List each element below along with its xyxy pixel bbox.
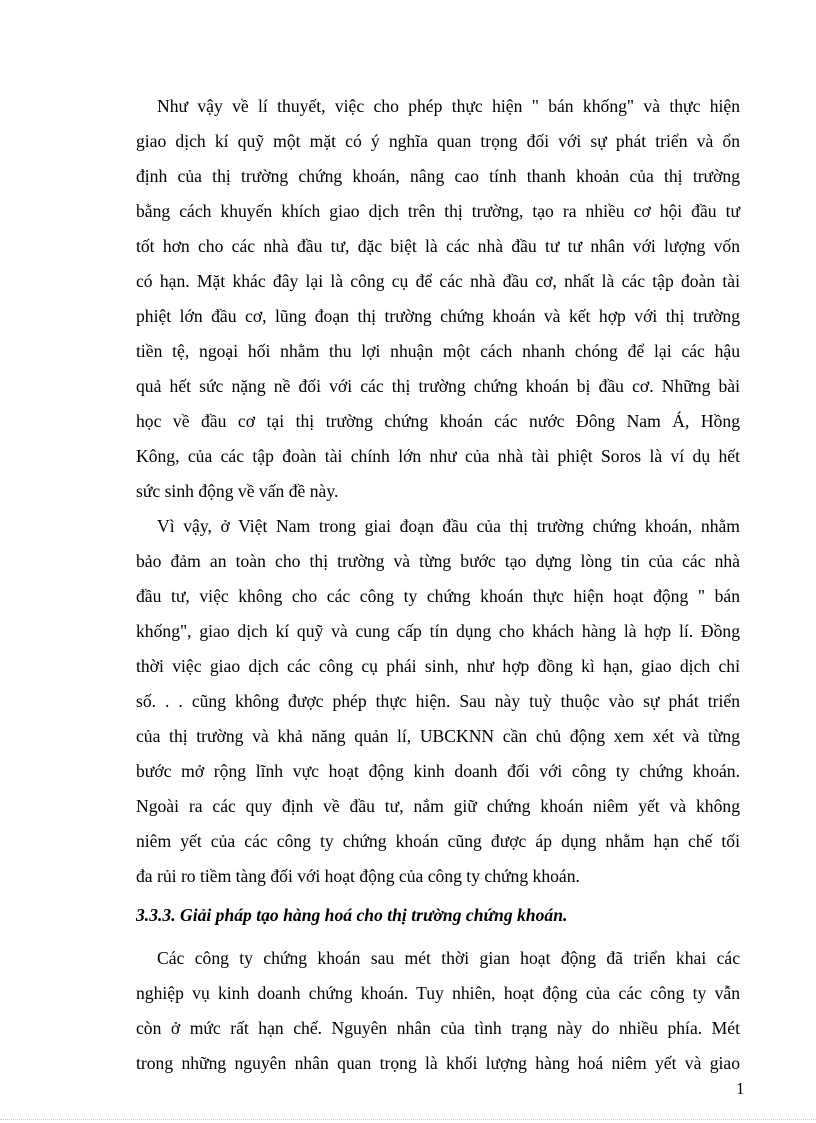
paragraph-2-line: bước mở rộng lĩnh vực hoạt động kinh doanh đối với công ty chứng khoán.: [136, 761, 740, 781]
paragraph-1-line: phiệt lớn đầu cơ, lũng đoạn thị trường chứng khoán và kết hợp với thị trường: [136, 306, 740, 326]
paragraph-2-line: của thị trường và khả năng quản lí, UBCKNN cần chủ động xem xét và từng: [136, 726, 740, 746]
paragraph-2-line: thời việc giao dịch các công cụ phái sinh, như hợp đồng kì hạn, giao dịch chỉ: [136, 656, 740, 676]
paragraph-3-line: nghiệp vụ kinh doanh chứng khoán. Tuy nhiên, hoạt động của các công ty vẫn: [136, 983, 740, 1003]
paragraph-1-line: Kông, của các tập đoàn tài chính lớn như của nhà tài phiệt Soros là ví dụ hết: [136, 446, 740, 466]
paragraph-1-line: học về đầu cơ tại thị trường chứng khoán các nước Đông Nam Á, Hồng: [136, 411, 740, 431]
paragraph-2-line: Ngoài ra các quy định về đầu tư, nắm giữ chứng khoán niêm yết và không: [136, 796, 740, 816]
paragraph-2-line: bảo đảm an toàn cho thị trường và từng bước tạo dựng lòng tin của các nhà: [136, 551, 740, 571]
paragraph-2-line: Vì vậy, ở Việt Nam trong giai đoạn đầu của thị trường chứng khoán, nhằm: [157, 516, 740, 536]
paragraph-1-line: quả hết sức nặng nề đối với các thị trường chứng khoán bị đầu cơ. Những bài: [136, 376, 740, 396]
paragraph-1-line: bằng cách khuyến khích giao dịch trên thị trường, tạo ra nhiều cơ hội đầu tư: [136, 201, 740, 221]
paragraph-1-line: tốt hơn cho các nhà đầu tư, đặc biệt là các nhà đầu tư tư nhân với lượng vốn: [136, 236, 740, 256]
paragraph-2-line: đa rủi ro tiềm tàng đối với hoạt động của công ty chứng khoán.: [136, 866, 580, 886]
paragraph-1-line: định của thị trường chứng khoán, nâng cao tính thanh khoản của thị trường: [136, 166, 740, 186]
paragraph-1-line: Như vậy về lí thuyết, việc cho phép thực hiện " bán khống" và thực hiện: [157, 96, 740, 116]
paragraph-2-line: khống", giao dịch kí quỹ và cung cấp tín dụng cho khách hàng là hợp lí. Đồng: [136, 621, 740, 641]
page-bottom-divider: [0, 1119, 816, 1120]
paragraph-1-line: giao dịch kí quỹ một mặt có ý nghĩa quan trọng đối với sự phát triển và ổn: [136, 131, 740, 151]
paragraph-1-line: sức sinh động về vấn đề này.: [136, 481, 339, 501]
paragraph-3-line: còn ở mức rất hạn chế. Nguyên nhân của tình trạng này do nhiều phía. Mét: [136, 1018, 740, 1038]
paragraph-2-line: số. . . cũng không được phép thực hiện. Sau này tuỳ thuộc vào sự phát triển: [136, 691, 740, 711]
paragraph-1-line: tiền tệ, ngoại hối nhằm thu lợi nhuận một cách nhanh chóng để lại các hậu: [136, 341, 740, 361]
page-number: 1: [736, 1079, 745, 1098]
section-heading: 3.3.3. Giải pháp tạo hàng hoá cho thị trường chứng khoán.: [136, 905, 568, 925]
paragraph-2-line: đầu tư, việc không cho các công ty chứng khoán thực hiện hoạt động " bán: [136, 586, 740, 606]
paragraph-2-line: niêm yết của các công ty chứng khoán cũng được áp dụng nhằm hạn chế tối: [136, 831, 740, 851]
paragraph-3-line: Các công ty chứng khoán sau mét thời gian hoạt động đã triển khai các: [157, 948, 740, 968]
paragraph-1-line: có hạn. Mặt khác đây lại là công cụ để các nhà đầu cơ, nhất là các tập đoàn tài: [136, 271, 740, 291]
paragraph-3-line: trong những nguyên nhân quan trọng là khối lượng hàng hoá niêm yết và giao: [136, 1053, 740, 1073]
